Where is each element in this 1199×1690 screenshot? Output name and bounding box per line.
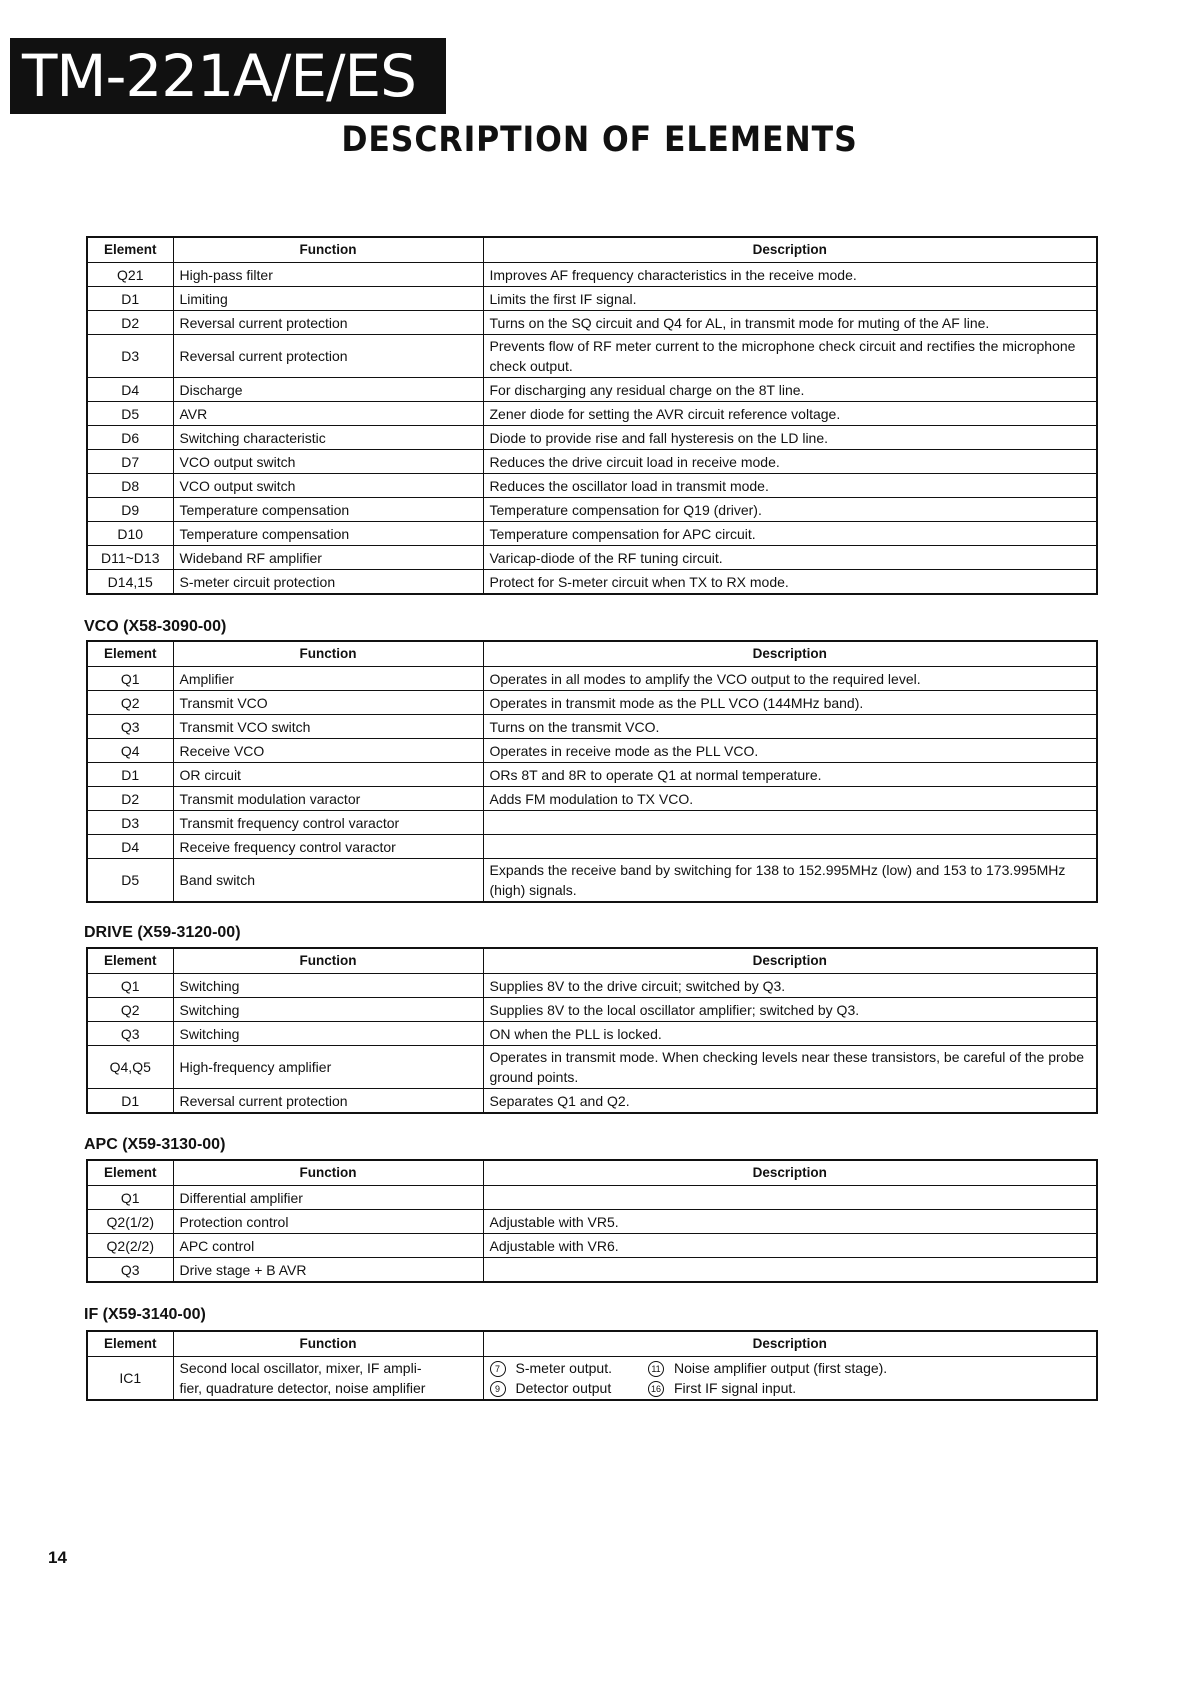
pin-number-badge: 7 [490, 1361, 506, 1377]
pin-entry [648, 1358, 887, 1378]
table-row [87, 474, 1097, 498]
description-cell: Adds FM modulation to TX VCO. [483, 787, 1097, 811]
function-cell: Transmit frequency control varactor [173, 811, 483, 835]
table-row [87, 402, 1097, 426]
description-cell: Reduces the drive circuit load in receive mode. [483, 450, 1097, 474]
element-cell: D7 [87, 450, 173, 474]
column-header-element: Element [87, 237, 173, 263]
table-row [87, 1186, 1097, 1210]
element-cell: Q4 [87, 739, 173, 763]
table-row [87, 570, 1097, 595]
column-header-function: Function [173, 1331, 483, 1357]
page-title: DESCRIPTION OF ELEMENTS [341, 120, 858, 160]
description-cell: Turns on the SQ circuit and Q4 for AL, in transmit mode for muting of the AF line. [483, 311, 1097, 335]
if-table [86, 1330, 1098, 1401]
description-cell: Zener diode for setting the AVR circuit reference voltage. [483, 402, 1097, 426]
section-heading-vco: VCO (X58-3090-00) [84, 618, 227, 635]
table-row [87, 811, 1097, 835]
drive-table [86, 947, 1098, 1114]
function-cell: AVR [173, 402, 483, 426]
pin-entry [490, 1378, 613, 1398]
column-header-description: Description [483, 948, 1097, 974]
description-cell: Prevents flow of RF meter current to the microphone check circuit and rectifies the microphone check output. [483, 335, 1097, 378]
description-cell: Supplies 8V to the local oscillator amplifier; switched by Q3. [483, 998, 1097, 1022]
function-cell: Transmit VCO switch [173, 715, 483, 739]
function-cell: High-frequency amplifier [173, 1046, 483, 1089]
description-cell: Reduces the oscillator load in transmit mode. [483, 474, 1097, 498]
table-row [87, 1258, 1097, 1283]
table-header-row [87, 948, 1097, 974]
column-header-function: Function [173, 948, 483, 974]
element-cell: D4 [87, 835, 173, 859]
section-heading-apc: APC (X59-3130-00) [84, 1136, 226, 1153]
table-row [87, 1089, 1097, 1114]
table-row [87, 1046, 1097, 1089]
table-row [87, 1357, 1097, 1401]
function-cell: Receive frequency control varactor [173, 835, 483, 859]
pin-number-badge: 9 [490, 1381, 506, 1397]
element-cell: D1 [87, 287, 173, 311]
element-cell: Q1 [87, 974, 173, 998]
description-cell: For discharging any residual charge on the 8T line. [483, 378, 1097, 402]
function-cell: Reversal current protection [173, 335, 483, 378]
description-cell: Separates Q1 and Q2. [483, 1089, 1097, 1114]
pin-column [648, 1358, 887, 1398]
pin-text: Detector output [515, 1380, 612, 1396]
element-cell: Q3 [87, 715, 173, 739]
pin-text: S-meter output. [515, 1360, 612, 1376]
description-cell [483, 1357, 1097, 1401]
element-cell: D1 [87, 763, 173, 787]
function-cell: Limiting [173, 287, 483, 311]
function-cell: Transmit VCO [173, 691, 483, 715]
table-row [87, 998, 1097, 1022]
element-cell: D1 [87, 1089, 173, 1114]
column-header-description: Description [483, 1331, 1097, 1357]
element-cell: D6 [87, 426, 173, 450]
column-header-function: Function [173, 641, 483, 667]
function-cell: Drive stage + B AVR [173, 1258, 483, 1283]
table-row [87, 450, 1097, 474]
function-cell: Switching characteristic [173, 426, 483, 450]
element-cell: D4 [87, 378, 173, 402]
table-row [87, 715, 1097, 739]
pin-text: Noise amplifier output (first stage). [674, 1360, 888, 1376]
column-header-element: Element [87, 1331, 173, 1357]
function-cell: Switching [173, 998, 483, 1022]
table-row [87, 1022, 1097, 1046]
vco-table [86, 640, 1098, 903]
table-row [87, 335, 1097, 378]
element-cell: Q21 [87, 263, 173, 287]
table-row [87, 498, 1097, 522]
table-row [87, 763, 1097, 787]
description-cell [483, 835, 1097, 859]
function-cell: Reversal current protection [173, 311, 483, 335]
element-cell: Q2 [87, 691, 173, 715]
column-header-description: Description [483, 641, 1097, 667]
element-cell: IC1 [87, 1357, 173, 1401]
table-row [87, 974, 1097, 998]
element-cell: D5 [87, 859, 173, 903]
table-row [87, 667, 1097, 691]
element-cell: D2 [87, 311, 173, 335]
function-cell: S-meter circuit protection [173, 570, 483, 595]
description-cell: Supplies 8V to the drive circuit; switched by Q3. [483, 974, 1097, 998]
table-row [87, 311, 1097, 335]
function-cell: Temperature compensation [173, 498, 483, 522]
table-row [87, 1210, 1097, 1234]
description-cell: Adjustable with VR5. [483, 1210, 1097, 1234]
function-cell: VCO output switch [173, 450, 483, 474]
table-header-row [87, 1160, 1097, 1186]
function-line: fier, quadrature detector, noise amplifier [179, 1380, 426, 1396]
element-cell: Q1 [87, 1186, 173, 1210]
pin-number-badge: 11 [648, 1361, 664, 1377]
function-cell: Band switch [173, 859, 483, 903]
description-cell: Improves AF frequency characteristics in the receive mode. [483, 263, 1097, 287]
function-cell: Receive VCO [173, 739, 483, 763]
element-cell: Q3 [87, 1022, 173, 1046]
element-cell: Q2 [87, 998, 173, 1022]
table-row [87, 546, 1097, 570]
function-cell: Wideband RF amplifier [173, 546, 483, 570]
function-cell: Switching [173, 1022, 483, 1046]
table-row [87, 378, 1097, 402]
table-row [87, 287, 1097, 311]
element-cell: Q2(1/2) [87, 1210, 173, 1234]
table-row [87, 426, 1097, 450]
element-cell: D11~D13 [87, 546, 173, 570]
description-cell: Varicap-diode of the RF tuning circuit. [483, 546, 1097, 570]
table-row [87, 859, 1097, 903]
description-cell: Diode to provide rise and fall hysteresis on the LD line. [483, 426, 1097, 450]
pin-entry [490, 1358, 613, 1378]
description-cell [483, 1186, 1097, 1210]
description-cell: Temperature compensation for APC circuit. [483, 522, 1097, 546]
function-cell: High-pass filter [173, 263, 483, 287]
description-cell: ON when the PLL is locked. [483, 1022, 1097, 1046]
description-cell: Turns on the transmit VCO. [483, 715, 1097, 739]
column-header-element: Element [87, 948, 173, 974]
column-header-function: Function [173, 1160, 483, 1186]
element-cell: D3 [87, 811, 173, 835]
element-cell: D2 [87, 787, 173, 811]
description-cell: Protect for S-meter circuit when TX to RX mode. [483, 570, 1097, 595]
description-cell: Expands the receive band by switching for 138 to 152.995MHz (low) and 153 to 173.995MHz (high) signals. [483, 859, 1097, 903]
table-row [87, 263, 1097, 287]
column-header-description: Description [483, 1160, 1097, 1186]
pin-number-badge: 16 [648, 1381, 664, 1397]
table-row [87, 691, 1097, 715]
description-cell: Temperature compensation for Q19 (driver). [483, 498, 1097, 522]
model-banner: TM-221A/E/ES [10, 38, 446, 114]
function-cell: Switching [173, 974, 483, 998]
description-cell [483, 811, 1097, 835]
pin-text: First IF signal input. [674, 1380, 797, 1396]
table-row [87, 739, 1097, 763]
function-cell: Temperature compensation [173, 522, 483, 546]
table-row [87, 787, 1097, 811]
function-cell: Reversal current protection [173, 1089, 483, 1114]
pin-entry [648, 1378, 887, 1398]
section-heading-if: IF (X59-3140-00) [84, 1306, 206, 1323]
function-line: Second local oscillator, mixer, IF ampli- [179, 1360, 422, 1376]
function-cell: Discharge [173, 378, 483, 402]
element-cell: D14,15 [87, 570, 173, 595]
table-header-row [87, 237, 1097, 263]
element-cell: Q3 [87, 1258, 173, 1283]
function-cell: OR circuit [173, 763, 483, 787]
page-number: 14 [48, 1548, 67, 1567]
column-header-element: Element [87, 1160, 173, 1186]
description-cell: Operates in transmit mode. When checking levels near these transistors, be careful of the probe ground points. [483, 1046, 1097, 1089]
function-cell: Amplifier [173, 667, 483, 691]
description-cell: Operates in transmit mode as the PLL VCO (144MHz band). [483, 691, 1097, 715]
table-row [87, 835, 1097, 859]
function-cell: Transmit modulation varactor [173, 787, 483, 811]
description-cell [483, 1258, 1097, 1283]
element-cell: D9 [87, 498, 173, 522]
table-header-row [87, 1331, 1097, 1357]
column-header-element: Element [87, 641, 173, 667]
element-cell: Q2(2/2) [87, 1234, 173, 1258]
function-cell: Protection control [173, 1210, 483, 1234]
description-cell: Adjustable with VR6. [483, 1234, 1097, 1258]
function-cell: VCO output switch [173, 474, 483, 498]
column-header-description: Description [483, 237, 1097, 263]
description-cell: ORs 8T and 8R to operate Q1 at normal temperature. [483, 763, 1097, 787]
column-header-function: Function [173, 237, 483, 263]
element-cell: D5 [87, 402, 173, 426]
function-cell [173, 1357, 483, 1401]
main-elements-table [86, 236, 1098, 595]
element-cell: D8 [87, 474, 173, 498]
element-cell: Q1 [87, 667, 173, 691]
apc-table [86, 1159, 1098, 1283]
table-row [87, 522, 1097, 546]
element-cell: Q4,Q5 [87, 1046, 173, 1089]
element-cell: D3 [87, 335, 173, 378]
function-cell: Differential amplifier [173, 1186, 483, 1210]
table-row [87, 1234, 1097, 1258]
table-header-row [87, 641, 1097, 667]
description-cell: Operates in all modes to amplify the VCO output to the required level. [483, 667, 1097, 691]
description-cell: Limits the first IF signal. [483, 287, 1097, 311]
element-cell: D10 [87, 522, 173, 546]
function-cell: APC control [173, 1234, 483, 1258]
description-cell: Operates in receive mode as the PLL VCO. [483, 739, 1097, 763]
section-heading-drive: DRIVE (X59-3120-00) [84, 924, 241, 941]
pin-column [490, 1358, 613, 1398]
